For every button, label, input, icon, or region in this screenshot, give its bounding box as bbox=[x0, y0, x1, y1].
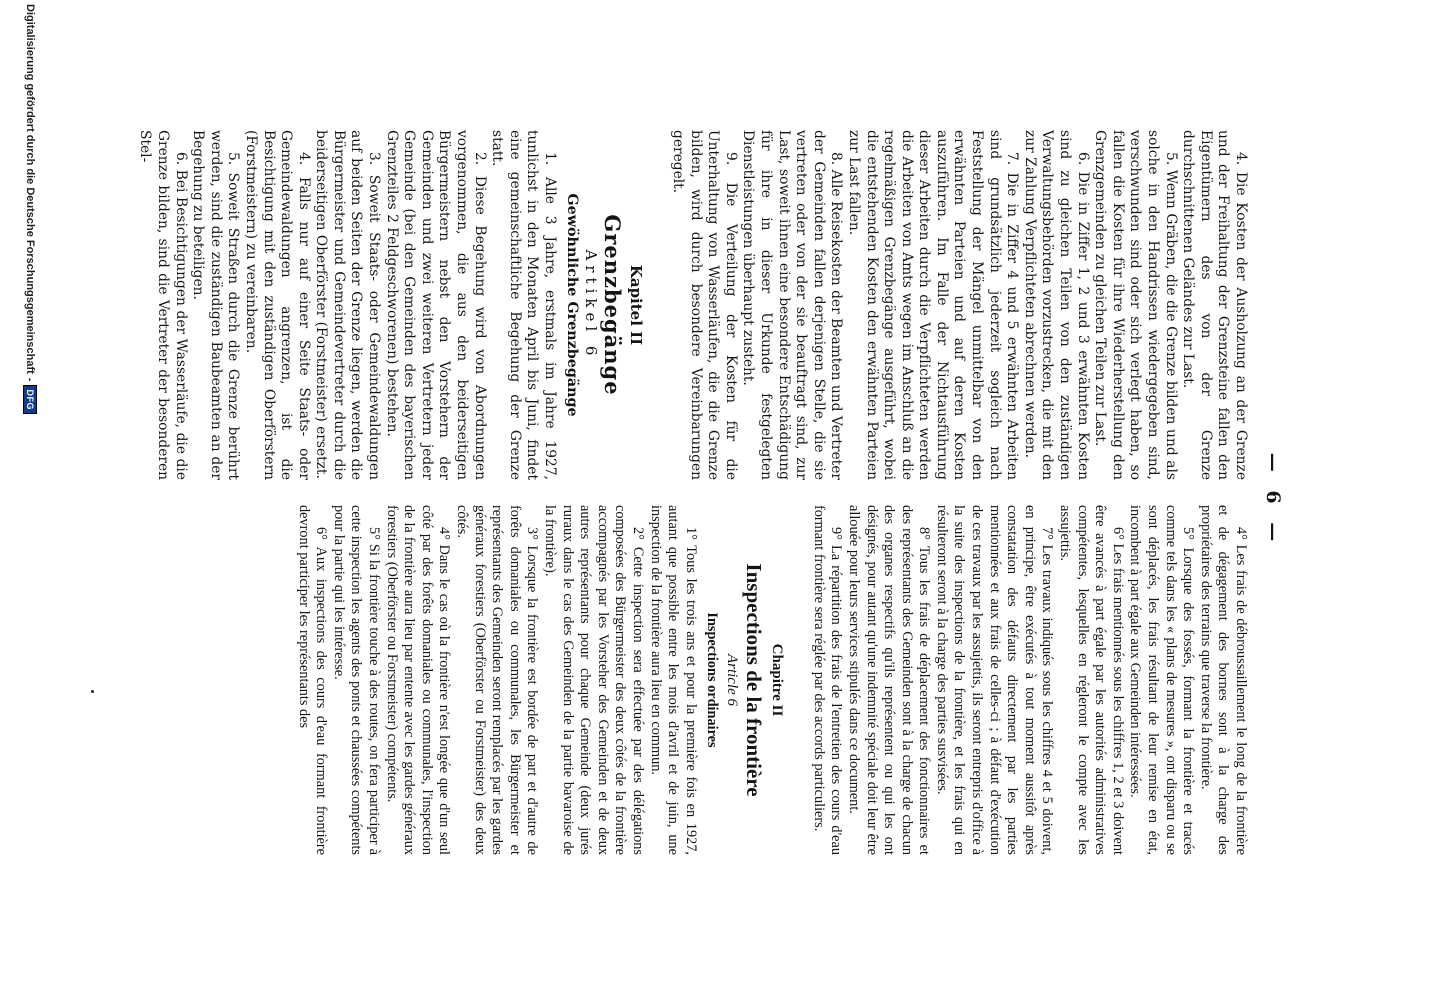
french-paragraph: 9° La répartition des frais de l'entretien des cours d'eau formant frontière sera réglée par des accords particuliers. bbox=[810, 505, 845, 855]
french-paragraph: 6° Les frais mentionnés sous les chiffres 1, 2 et 3 doivent être avancés à part égale par les autorités administratives compétentes, lesquelles en régleront le compte avec les assujettis. bbox=[1057, 505, 1126, 855]
german-article-paragraph: 2. Diese Begehung wird von Abordnungen vorgenommen, die aus den beiderseitigen Bürgermeistern nebst den Vorstehern der Gemeinden und zwei weiteren Vertretern jeder Gemeinde (bei den Gemeinden des bayerischen Grenzteiles 2 Feldgeschworenen) bestehen. bbox=[383, 130, 488, 480]
french-article-paragraph: 3° Lorsque la frontière est bordée de part et d'autre de forêts domaniales ou communales, les Bürgermeister et représentants des Gemeinden seront remplacés par les gardes généraux forestiers (Oberförster ou Forstmeister) des deux côtés. bbox=[454, 505, 541, 855]
german-article-paragraph: 6. Bei Besichtigungen der Wasserläufe, die die Grenze bilden, sind die Vertreter der besonderen Stel- bbox=[137, 130, 189, 480]
page-number: — 6 — bbox=[1262, 452, 1284, 548]
german-paragraph: 6. Die in Ziffer 1, 2 und 3 erwähnten Kosten sind zu gleichen Teilen von den zuständigen Verwaltungsbehörden vorzustrecken, die mit den zur Zahlung Verpflichteten abrechnen werden. bbox=[1021, 130, 1091, 480]
german-paragraph: 9. Die Verteilung der Kosten für die Unterhaltung von Wasserläufen, die die Grenze bilden, wird durch besondere Vereinbarungen geregelt. bbox=[670, 130, 739, 480]
german-column bbox=[136, 130, 1249, 480]
german-chapter-label: Kapitel II bbox=[627, 264, 646, 346]
german-paragraph: 5. Wenn Gräben, die die Grenze bilden und als solche in den Handrissen wiedergegeben sind, verschwunden sind oder sich verlegt haben, so fallen die Kosten für ihre Wiederherstellung den Grenzgemeinden zu gleichen Teilen zur Last. bbox=[1092, 130, 1179, 480]
german-article-paragraph: 3. Soweit Staats- oder Gemeindewaldungen auf beiden Seiten der Grenze liegen, werden die Bürgermeister und Gemeindevertreter durch die beiderseitigen Oberförster (Forstmeister) ersetzt. bbox=[313, 130, 383, 480]
french-column bbox=[294, 505, 1249, 855]
dfg-logo: DFG bbox=[23, 385, 37, 414]
german-article-paragraph: 5. Soweit Straßen durch die Grenze berührt werden, sind die zuständigen Baubeamten an der Begehung zu beteiligen. bbox=[190, 130, 242, 480]
french-article-paragraph: 4° Dans le cas où la frontière n'est longée que d'un seul côté par des forêts domaniales ou communales, l'inspection de la frontière aura lieu par entente avec les gardes généraux forestiers (Oberförster ou Forstmeister) compétents. bbox=[383, 505, 453, 855]
french-paragraph: 5° Lorsque des fossés, formant la frontière et tracés comme tels dans les « plans de mesures », ont disparu ou se sont déplacés, les frais résultant de leur remise en état, incombent à part égale aux Gemeinden intéressées. bbox=[1127, 505, 1197, 855]
french-chapter-label: Chapitre II bbox=[769, 643, 786, 717]
digitization-credit bbox=[18, 0, 42, 1004]
french-paragraph: 7° Les travaux indiqués sous les chiffres 4 et 5 doivent, en principe, être exécutés à tout moment aussitôt après constatation des défauts directement par les parties mentionnées et aux frais de celles-ci ; à défaut d'exécution de ces travaux par les assujettis, ils seront entrepris d'office à la suite des inspections de la frontière, et les frais qui en résulteront seront à la charge des parties susvisées. bbox=[933, 505, 1056, 855]
german-chapter-title: Grenzbegänge bbox=[599, 214, 625, 396]
scan-speck bbox=[91, 690, 94, 693]
german-subtitle: Gewöhnliche Grenzbegänge bbox=[563, 193, 580, 417]
french-paragraph: 8° Tous les frais de déplacement des fonctionnaires et des représentants des Gemeinden sont à la charge de chacun des organes respectifs qu'ils représentent ou qui les ont désignés, pour autant qu'une indemnité spéciale doit leur être allouée pour leurs services stipulés dans ce document. bbox=[845, 505, 933, 855]
german-article-paragraph: 4. Falls nur auf einer Seite Staats- oder Gemeindewaldungen angrenzen, ist die Besichtigung mit den zuständigen Oberförstern (Forstmeistern) zu vereinbaren. bbox=[242, 130, 312, 480]
french-article-paragraph: 1° Tous les trois ans et pour la première fois en 1927, autant que possible entre les mois d'avril et de juin, une inspection de la frontière aura lieu en commun. bbox=[647, 505, 699, 855]
french-subtitle: Inspections ordinaires bbox=[704, 612, 721, 748]
credit-separator: - bbox=[24, 377, 36, 382]
french-article-heading: Article 6 bbox=[723, 653, 740, 707]
german-article-paragraph: 1. Alle 3 Jahre, erstmals im Jahre 1927, tunlichst in den Monaten April bis Juni, findet eine gemeinschaftliche Begehung der Grenze statt. bbox=[489, 130, 559, 480]
french-chapter-title: Inspections de la frontière bbox=[741, 563, 766, 797]
french-paragraph: 4° Les frais de débroussaillement le long de la frontière et de dégagement des bornes sont à la charge des propriétaires des terrains que traverse la frontière. bbox=[1197, 505, 1249, 855]
french-article-paragraph: 6° Aux inspections des cours d'eau formant frontière devront participer les représentants des bbox=[295, 505, 330, 855]
credit-text: Digitalisierung gefördert durch die Deutsche Forschungsgemeinschaft bbox=[24, 4, 36, 374]
german-article-heading: Artikel 6 bbox=[582, 249, 601, 361]
french-article-paragraph: 5° Si la frontière touche à des routes, on fera participer à cette inspection les agents des ponts et chaussées compétents pour la partie qui les intéresse. bbox=[330, 505, 383, 855]
german-paragraph: 4. Die Kosten der Ausholzung an der Grenze und der Freihaltung der Grenzsteine fallen den Eigentümern des von der Grenze durchschnittenen Geländes zur Last. bbox=[1180, 130, 1249, 480]
german-paragraph: 7. Die in Ziffer 4 und 5 erwähnten Arbeiten sind grundsätzlich jederzeit sogleich nach Feststellung der Mängel unmittelbar von den erwähnten Parteien und auf deren Kosten auszuführen. Im Falle der Nichtausführung dieser Arbeiten durch die Verpflichteten werden die Arbeiten von Amts wegen im Anschluß an die regelmäßigen Grenzbegänge ausgeführt, wobei die entstehenden Kosten den erwähnten Parteien zur Last fallen. bbox=[845, 130, 1021, 480]
french-article-paragraph: 2° Cette inspection sera effectuée par des délégations composées des Bürgermeister des deux côtés de la frontière accompagnés par les Vorsteher des Gemeinden et de deux autres représentants pour chaque Gemeinde (deux jurés ruraux dans le cas des Gemeinden de la partie bavaroise de la frontière). bbox=[542, 505, 646, 855]
german-paragraph: 8. Alle Reisekosten der Beamten und Vertreter der Gemeinden fallen derjenigen Stelle, die sie vertreten oder von der sie beauftragt sind, zur Last, soweit ihnen eine besondere Entschädigung für ihre in dieser Urkunde festgelegten Dienstleistungen überhaupt zusteht. bbox=[740, 130, 845, 480]
